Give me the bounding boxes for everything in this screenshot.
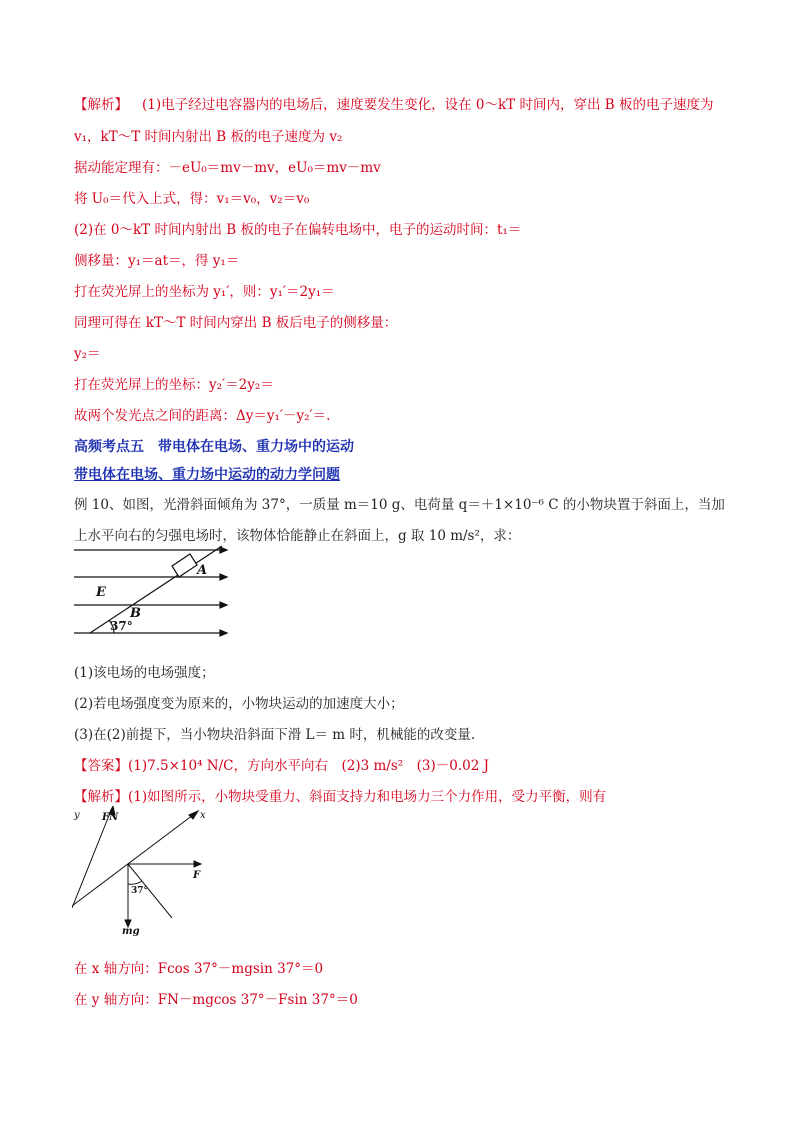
incline-figure: [72, 544, 232, 640]
question-1: (1)该电场的电场强度；: [74, 665, 215, 681]
label-f: F: [193, 870, 201, 881]
section-subtitle: 带电体在电场、重力场中运动的动力学问题: [74, 467, 340, 483]
analysis-line-3: 据动能定理有：－eU₀＝mv－mv，eU₀＝mv－mv: [74, 160, 381, 176]
analysis-line-2: v₁，kT～T 时间内射出 B 板的电子速度为 v₂: [74, 129, 343, 145]
answer-line: [74, 757, 489, 775]
analysis-tag: 【解析】: [74, 97, 128, 113]
question-3: (3)在(2)前提下，当小物块沿斜面下滑 L＝ m 时，机械能的改变量.: [74, 727, 476, 743]
label-y-axis: y: [74, 810, 80, 821]
analysis-line-6: 侧移量：y₁＝at＝，得 y₁＝: [74, 253, 240, 269]
equation-y: 在 y 轴方向：FN－mgcos 37°－Fsin 37°＝0: [74, 992, 358, 1008]
analysis2-text: (1)如图所示，小物块受重力、斜面支持力和电场力三个力作用，受力平衡，则有: [128, 789, 607, 805]
example-line-2: 上水平向右的匀强电场时，该物体恰能静止在斜面上，g 取 10 m/s²，求：: [74, 528, 521, 544]
analysis-line-1: [74, 96, 713, 114]
analysis-text: (1)电子经过电容器内的电场后，速度要发生变化，设在 0～kT 时间内，穿出 B 板的电子速度为: [142, 97, 714, 113]
analysis2-line: [74, 788, 606, 806]
section-title: [74, 438, 354, 456]
analysis2-tag: 【解析】: [74, 789, 128, 805]
label-a: A: [197, 563, 208, 578]
analysis-line-5: (2)在 0～kT 时间内射出 B 板的电子在偏转电场中，电子的运动时间：t₁＝: [74, 222, 522, 238]
answer-text: (1)7.5×10⁴ N/C，方向水平向右 (2)3 m/s² (3)－0.02 J: [128, 758, 490, 774]
analysis-line-4: 将 U₀＝代入上式，得：v₁＝v₀，v₂＝v₀: [74, 191, 310, 207]
analysis-line-8: 同理可得在 kT～T 时间内穿出 B 板后电子的侧移量：: [74, 315, 398, 331]
label-angle-37b: 37°: [131, 886, 149, 896]
label-b: B: [130, 606, 141, 621]
analysis-line-9: y₂＝: [74, 346, 101, 362]
label-mg: mg: [122, 926, 140, 936]
answer-tag: 【答案】: [74, 758, 128, 774]
label-e: E: [96, 585, 106, 600]
label-x-axis: x: [200, 810, 206, 821]
section-title-text: 高频考点五 带电体在电场、重力场中的运动: [74, 439, 354, 455]
analysis-line-10: 打在荧光屏上的坐标：y₂′＝2y₂＝: [74, 377, 274, 393]
question-2: (2)若电场强度变为原来的，小物块运动的加速度大小；: [74, 696, 404, 712]
label-angle-37: 37°: [110, 619, 133, 633]
example-line-1: 例 10、如图，光滑斜面倾角为 37°，一质量 m＝10 g、电荷量 q＝＋1×10⁻⁶ C 的小物块置于斜面上，当加: [74, 497, 725, 513]
analysis-line-11: 故两个发光点之间的距离：Δy＝y₁′－y₂′＝.: [74, 408, 331, 424]
force-diagram: [72, 806, 232, 936]
analysis-line-7: 打在荧光屏上的坐标为 y₁′，则：y₁′＝2y₁＝: [74, 284, 335, 300]
label-fn: FN: [102, 812, 119, 823]
equation-x: 在 x 轴方向：Fcos 37°－mgsin 37°＝0: [74, 961, 324, 977]
